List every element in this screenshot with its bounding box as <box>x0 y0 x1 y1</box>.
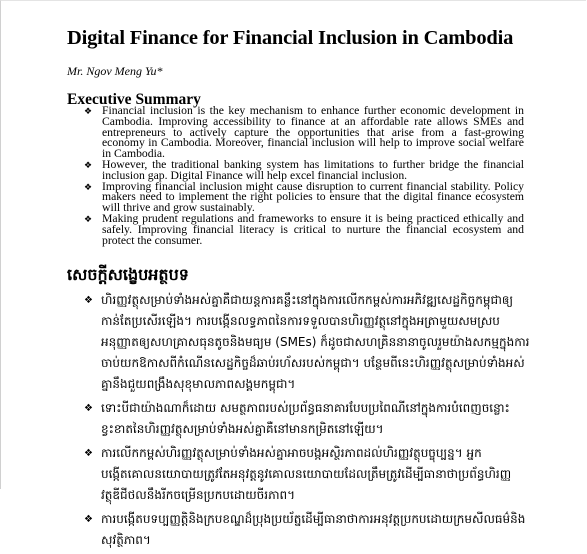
diamond-bullet-icon: ❖ <box>84 106 93 116</box>
diamond-bullet-icon: ❖ <box>84 159 93 170</box>
khmer-summary-list <box>84 290 530 554</box>
executive-summary-list <box>84 106 524 246</box>
executive-summary-heading: Executive Summary <box>67 91 201 108</box>
list-item-text: ការលើកកម្ពស់ហិរញ្ញវត្ថុសម្រាប់ទាំងអស់គ្នាអាចបង្កអស្ថិរភាពដល់ហិរញ្ញវត្ថុបច្ចុប្បន្ន។ អ្នកបង្កើតគោលនយោបាយត្រូវតែអនុវត្តនូវគោលនយោបាយដែលត្រឹមត្រូវដើម្បីធានាថាប្រព័ន្ធហិរញ្ញវត្ថុឌីជីថលនឹងរីកចម្រើនប្រកបដោយចីរភាព។ <box>101 446 512 502</box>
list-item-text: ការបង្កើតបទប្បញ្ញត្តិនិងក្របខណ្ឌដ៏ប្រុងប្រយ័ត្នដើម្បីធានាថាការអនុវត្តប្រកបដោយក្រមសីលធម៌និងសុវត្ថិភាព។ <box>101 512 526 547</box>
list-item <box>84 106 524 160</box>
list-item-text: Financial inclusion is the key mechanism to enhance further economic development in Cambodia. Improving accessibility to finance at an affordable rate allows SMEs and entrepreneurs to actively capture the opportunities that arise from a fast-growing economy in Cambodia. Moreover, financial inclusion will help to improve social welfare in Cambodia. <box>102 104 524 161</box>
diamond-bullet-icon: ❖ <box>84 295 93 306</box>
diamond-bullet-icon: ❖ <box>84 448 93 459</box>
diamond-bullet-icon: ❖ <box>84 181 93 192</box>
author-line: Mr. Ngov Meng Yu* <box>67 64 163 78</box>
list-item <box>84 179 524 215</box>
list-item <box>84 398 530 440</box>
list-item <box>84 509 530 551</box>
khmer-summary-heading: សេចក្តីសង្ខេបអត្ថបទ <box>67 265 189 284</box>
list-item <box>84 157 524 182</box>
list-item <box>84 211 524 247</box>
list-item <box>84 290 530 395</box>
diamond-bullet-icon: ❖ <box>84 213 93 224</box>
list-item-text: ទោះបីជាយ៉ាងណាក៏ដោយ សមត្ថភាពរបស់ប្រព័ន្ធធនាគារបែបប្រពៃណីនៅក្នុងការបំពេញចន្លោះខ្វះខាតនៃហិរញ្ញវត្ថុសម្រាប់ទាំងអស់គ្នាគឺនៅមានកម្រិតនៅឡើយ។ <box>101 401 510 436</box>
list-item-text: Improving financial inclusion might cause disruption to current financial stability. Policy makers need to implement the right policies to ensure that the digital finance ecosystem will thrive and grow sustainably. <box>102 179 524 215</box>
list-item-text: Making prudent regulations and frameworks to ensure it is being practiced ethically and safely. Improving financial literacy is critical to nurture the financial ecosystem and protect the consumer. <box>102 211 524 247</box>
diamond-bullet-icon: ❖ <box>84 514 93 525</box>
document-title: Digital Finance for Financial Inclusion in Cambodia <box>67 27 514 49</box>
list-item <box>84 443 530 506</box>
list-item-text: However, the traditional banking system has limitations to further bridge the financial inclusion gap. Digital Finance will help excel financial inclusion. <box>102 157 524 182</box>
diamond-bullet-icon: ❖ <box>84 403 93 414</box>
list-item-text: ហិរញ្ញវត្ថុសម្រាប់ទាំងអស់គ្នាគឺជាយន្តការគន្លឹះនៅក្នុងការលើកកម្ពស់ការអភិវឌ្ឍសេដ្ឋកិច្ចកម្ពុជាឲ្យកាន់តែប្រសើរឡើង។ ការបង្កើនលទ្ធភាពនៃការទទួលបានហិរញ្ញវត្ថុនៅក្នុងអត្រាមួយសមស្របអនុញ្ញាតឲ្យសហគ្រាសធុនតូចនិងមធ្យម (SMEs) ក៏ដូចជាសហគ្រិននានាចូលរួមយ៉ាងសកម្មក្នុងការចាប់យកឱកាសពីកំណើនសេដ្ឋកិច្ចដ៏ឆាប់រហ័សរបស់កម្ពុជា។ បន្ថែមពីនេះហិរញ្ញវត្ថុសម្រាប់ទាំងអស់គ្នានឹងជួយពង្រឹងសុខុមាលភាពសង្គមកម្ពុជា។ <box>101 293 530 391</box>
